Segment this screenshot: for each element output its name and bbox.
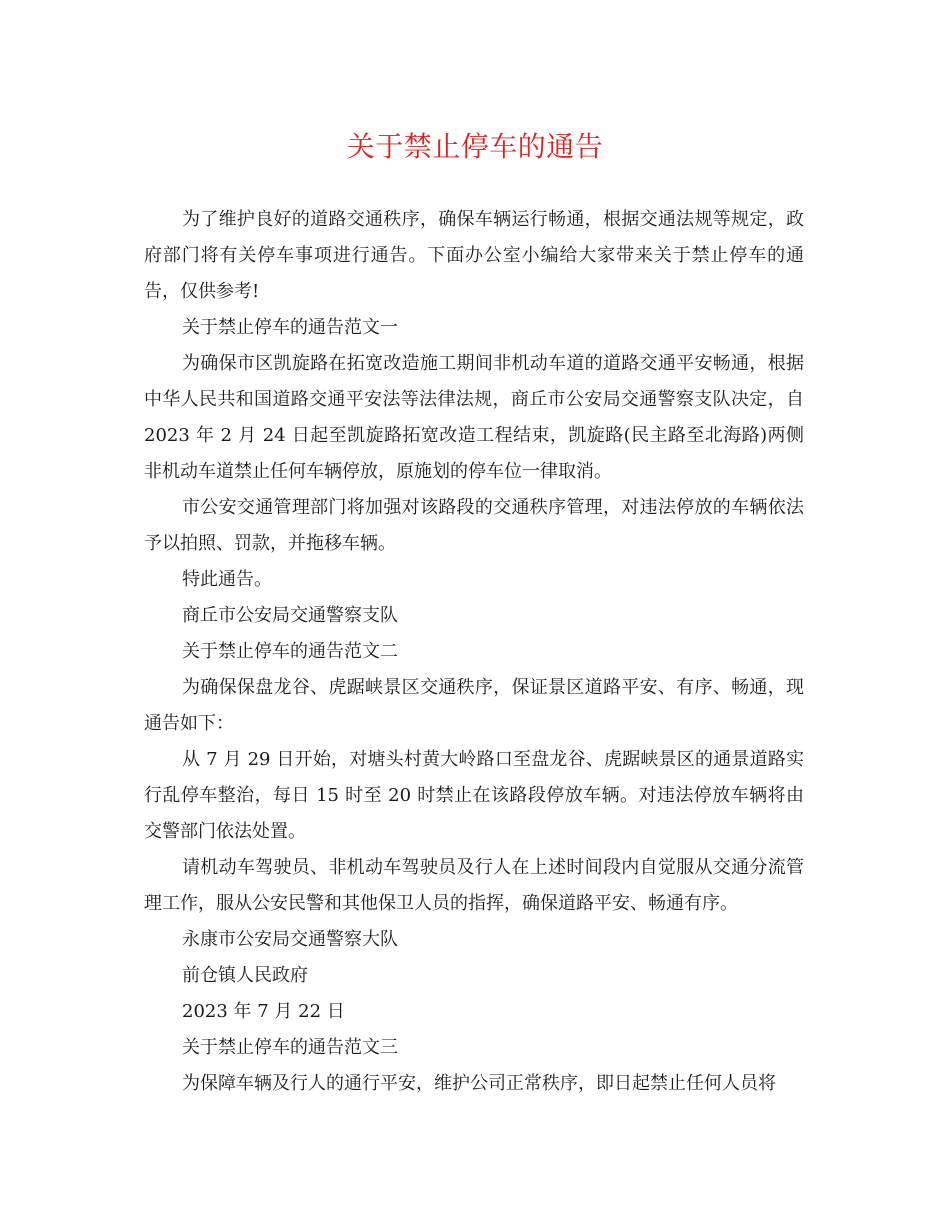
paragraph: 为确保保盘龙谷、虎踞峡景区交通秩序，保证景区道路平安、有序、畅通，现通告如下： <box>144 677 804 734</box>
paragraph: 为保障车辆及行人的通行平安，维护公司正常秩序，即日起禁止任何人员将 <box>182 1073 776 1094</box>
paragraph-closing: 特此通告。 <box>182 569 272 590</box>
section-heading-2: 关于禁止停车的通告范文二 <box>182 641 398 662</box>
paragraph: 市公安交通管理部门将加强对该路段的交通秩序管理，对违法停放的车辆依法予以拍照、罚款，并拖移车辆。 <box>144 497 804 554</box>
section-heading-3: 关于禁止停车的通告范文三 <box>182 1037 398 1058</box>
signature-issuer: 前仓镇人民政府 <box>182 965 308 986</box>
paragraph: 为确保市区凯旋路在拓宽改造施工期间非机动车道的道路交通平安畅通，根据中华人民共和国道路交通平安法等法律法规，商丘市公安局交通警察支队决定，自 2023 年 2 月 24 日起至凯旋路拓宽改造工程结束，凯旋路(民主路至北海路)两侧非机动车道禁止任何车辆停放，原施划的停车位一律取消。 <box>144 353 804 482</box>
paragraph: 从 7 月 29 日开始，对塘头村黄大岭路口至盘龙谷、虎踞峡景区的通景道路实行乱停车整治，每日 15 时至 20 时禁止在该路段停放车辆。对违法停放车辆将由交警部门依法处置。 <box>144 749 804 842</box>
signature-date: 2023 年 7 月 22 日 <box>182 1001 345 1022</box>
paragraph-intro: 为了维护良好的道路交通秩序，确保车辆运行畅通，根据交通法规等规定，政府部门将有关停车事项进行通告。下面办公室小编给大家带来关于禁止停车的通告，仅供参考! <box>144 209 804 302</box>
document-title: 关于禁止停车的通告 <box>346 130 604 163</box>
section-heading-1: 关于禁止停车的通告范文一 <box>182 317 398 338</box>
document-body <box>144 202 804 1102</box>
signature-issuer: 永康市公安局交通警察大队 <box>182 929 398 950</box>
signature-issuer: 商丘市公安局交通警察支队 <box>182 605 398 626</box>
paragraph: 请机动车驾驶员、非机动车驾驶员及行人在上述时间段内自觉服从交通分流管理工作，服从公安民警和其他保卫人员的指挥，确保道路平安、畅通有序。 <box>144 857 804 914</box>
